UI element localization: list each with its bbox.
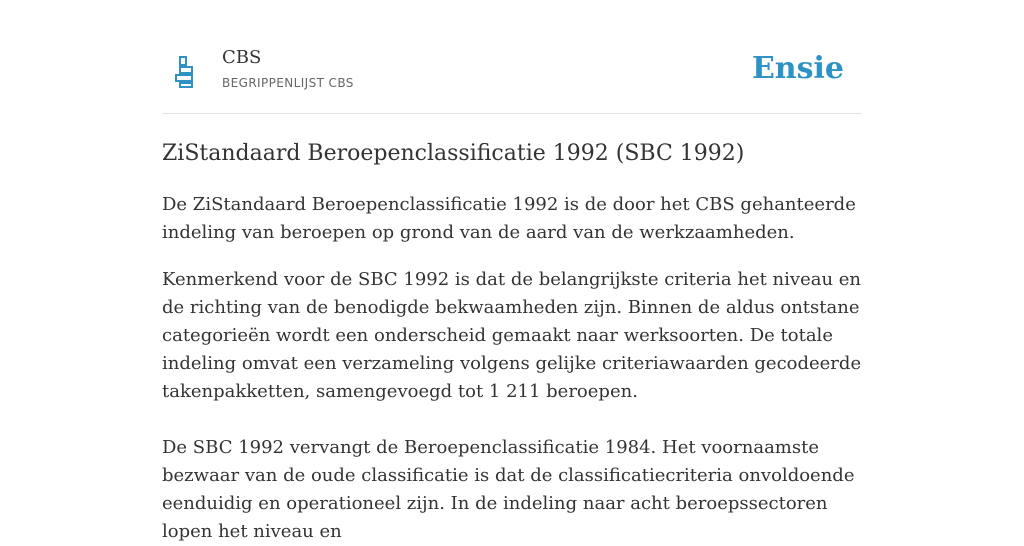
body-paragraph: De SBC 1992 vervangt de Beroepenclassificatie 1984. Het voornaamste bezwaar van de oude classificatie is dat de classificatiecriteria onvoldoende eenduidig en operationeel zijn. In de indeling naar acht beroepssectoren lopen het niveau en bbox=[162, 437, 855, 542]
header bbox=[162, 0, 862, 114]
definition-paragraph: De ZiStandaard Beroepenclassificatie 1992 is de door het CBS gehanteerde indeling van beroepen op grond van de aard van de werkzaamheden. bbox=[162, 194, 856, 243]
page bbox=[162, 0, 862, 546]
body-paragraph: Kenmerkend voor de SBC 1992 is dat de belangrijkste criteria het niveau en de richting van de benodigde bekwaamheden zijn. Binnen de aldus ontstane categorieën wordt een onderscheid gemaakt naar werksoorten. De totale indeling omvat een verzameling volgens gelijke criteriawaarden gecodeerde takenpakketten, samengevoegd tot 1 211 beroepen. bbox=[162, 269, 862, 402]
cbs-logo-icon[interactable] bbox=[174, 55, 198, 89]
source-subtitle[interactable]: BEGRIPPENLIJST CBS bbox=[222, 76, 354, 90]
source-name[interactable]: CBS bbox=[222, 47, 262, 68]
brand-logo[interactable]: Ensie bbox=[751, 51, 844, 86]
page-title: ZiStandaard Beroepenclassificatie 1992 (SBC 1992) bbox=[162, 141, 745, 166]
